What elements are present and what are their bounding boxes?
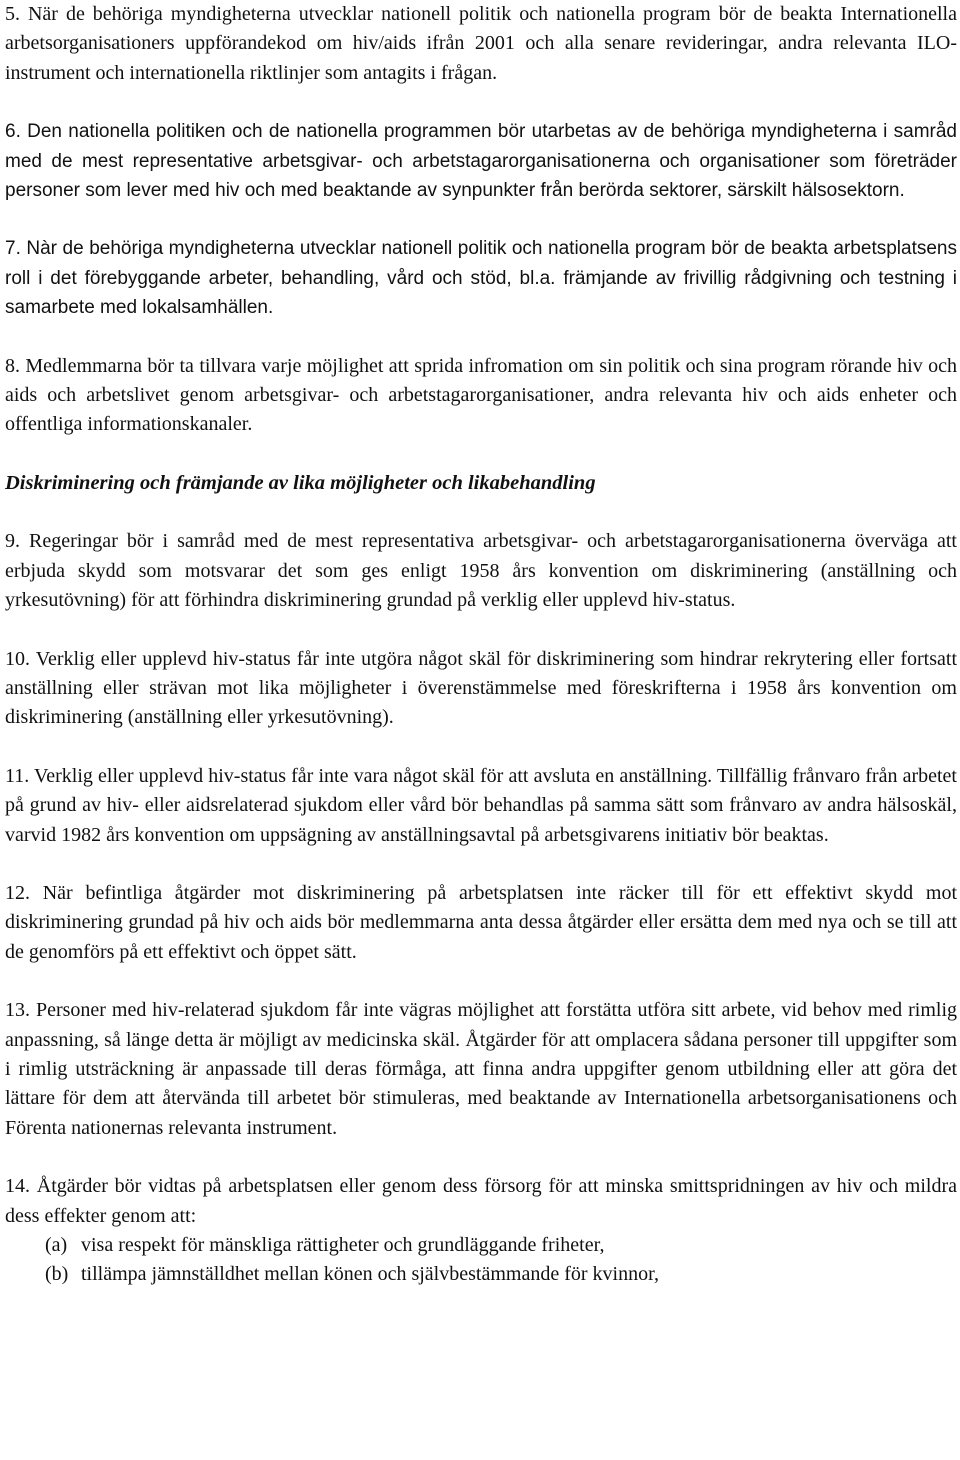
list-marker: (a) — [45, 1234, 68, 1256]
paragraph-12: 12. När befintliga åtgärder mot diskriminering på arbetsplatsen inte räcker till för ett effektivt skydd mot diskriminering grundad på hiv och aids bör medlemmarna anta dessa åtgärder eller ersätta dem med nya och se till att de genomförs på ett effektivt och öppet sätt. — [5, 881, 957, 963]
list-item-text: visa respekt för mänskliga rättigheter och grundläggande friheter, — [81, 1234, 605, 1256]
paragraph-11: 11. Verklig eller upplevd hiv-status får inte vara något skäl för att avsluta en anställning. Tillfällig frånvaro från arbetet på grund av hiv- eller aidsrelaterad sjukdom eller vård bör behandlas på samma sätt som frånvaro av andra hälsoskäl, varvid 1982 års konvention om uppsägning av anställningsavtal på arbetsgivarens initiativ bör beaktas. — [5, 764, 957, 846]
paragraph-13: 13. Personer med hiv-relaterad sjukdom får inte vägras möjlighet att forstätta utföra sitt arbete, vid behov med rimlig anpassning, så länge detta är möjligt av medicinska skäl. Åtgärder för att omplacera sådana personer till uppgifter som i rimlig utsträckning är anpassade till deras förmåga, att finna andra uppgifter genom utbildning eller att göra det lättare för dem att återvända till arbetet bör stimuleras, med beaktande av Internationella arbetsorganisationens och Förenta nationernas relevanta instrument. — [5, 999, 957, 1139]
measures-list — [5, 1231, 957, 1290]
document-page — [5, 0, 957, 1290]
paragraph-14: 14. Åtgärder bör vidtas på arbetsplatsen eller genom dess försorg för att minska smittspridningen av hiv och mildra dess effekter genom att: — [5, 1175, 957, 1227]
section-heading: Diskriminering och främjande av lika möjligheter och likabehandling — [5, 471, 596, 494]
list-item-text: tillämpa jämnställdhet mellan könen och självbestämmande för kvinnor, — [81, 1263, 659, 1286]
list-item — [5, 1231, 957, 1260]
paragraph-8: 8. Medlemmarna bör ta tillvara varje möjlighet att sprida infromation om sin politik och sina program rörande hiv och aids och arbetslivet genom arbetsgivar- och arbetstagarorganisationer, andra relevanta hiv och aids enheter och offentliga informationskanaler. — [5, 354, 957, 436]
paragraph-9: 9. Regeringar bör i samråd med de mest representativa arbetsgivar- och arbetstagarorganisationerna överväga att erbjuda skydd som motsvarar det som ges enligt 1958 års konvention om diskriminering (anställning och yrkesutövning) för att förhindra diskriminering grundad på verklig eller upplevd hiv-status. — [5, 530, 957, 612]
paragraph-10: 10. Verklig eller upplevd hiv-status får inte utgöra något skäl för diskriminering som hindrar rekrytering eller fortsatt anställning eller strävan mot lika möjligheter i överenstämmelse med föreskrifterna i 1958 års konvention om diskriminering (anställning eller yrkesutövning). — [5, 647, 957, 729]
list-item — [5, 1260, 957, 1289]
paragraph-5: 5. När de behöriga myndigheterna utvecklar nationell politik och nationella program bör de beakta Internationella arbetsorganisationers uppförandekod om hiv/aids ifrån 2001 och alla senare revideringar, andra relevanta ILO-instrument och internationella riktlinjer som antagits i frågan. — [5, 3, 957, 84]
list-marker: (b) — [45, 1263, 69, 1286]
paragraph-7: 7. Nàr de behöriga myndigheterna utvecklar nationell politik och nationella program bör de beakta arbetsplatsens roll i det förebyggande arbeter, behandling, vård och stöd, bl.a. främjande av frivillig rådgivning och testning i samarbete med lokalsamhällen. — [5, 238, 957, 319]
paragraph-6: 6. Den nationella politiken och de nationella programmen bör utarbetas av de behöriga myndigheterna i samråd med de mest representative arbetsgivar- och arbetstagarorganisationerna och organisationer som företräder personer som lever med hiv och med beaktande av synpunkter från berörda sektorer, särskilt hälsosektorn. — [5, 121, 957, 202]
